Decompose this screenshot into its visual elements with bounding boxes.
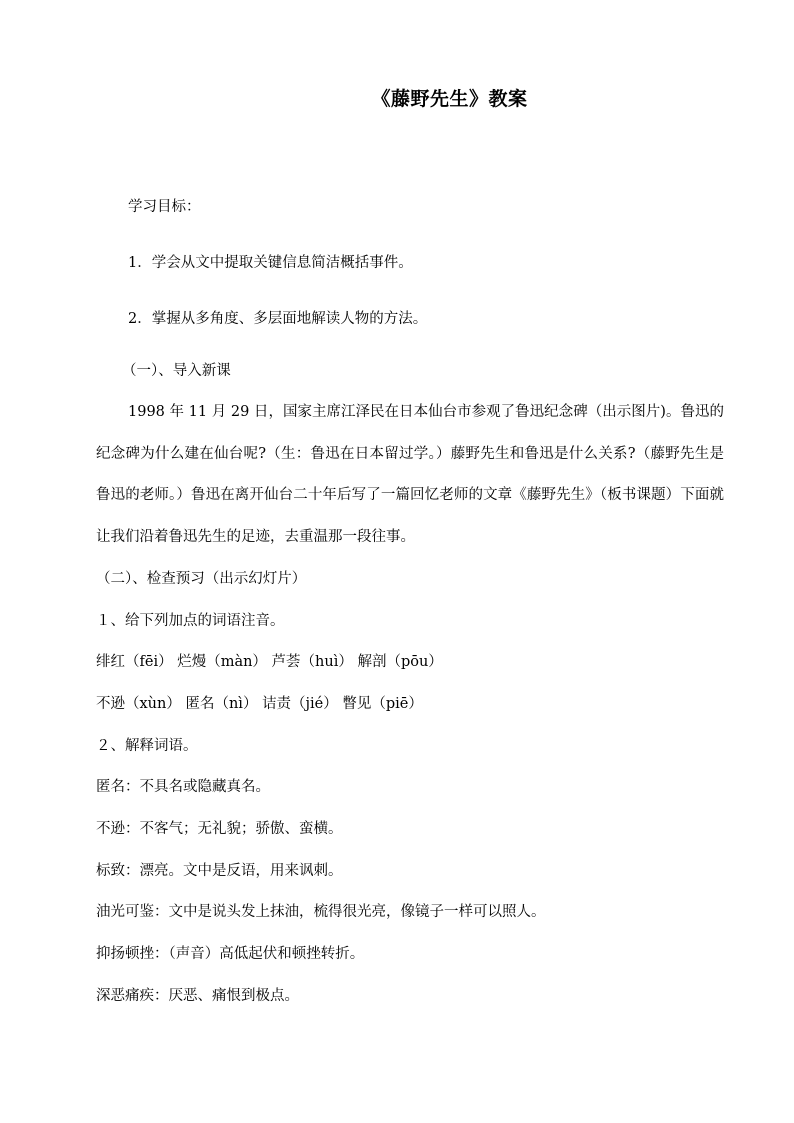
definition-item: 油光可鉴：文中是说头发上抹油，梳得很光亮，像镜子一样可以照人。 (96, 904, 546, 920)
pinyin-row-1: 绯红（fēi） 烂熳（màn） 芦荟（huì） 解剖（pōu） (96, 654, 443, 670)
intro-paragraph: 1998 年 11 月 29 日，国家主席江泽民在日本仙台市参观了鲁迅纪念碑（出示图片)。鲁迅的纪念碑为什么建在仙台呢?（生：鲁迅在日本留过学。）藤野先生和鲁迅是什么关系?（藤野先生是鲁迅的老师。）鲁迅在离开仙台二十年后写了一篇回忆老师的文章《藤野先生》（板书课题）下面就让我们沿着鲁迅先生的足迹，去重温那一段往事。 (96, 404, 724, 545)
objective-item-2: 2．掌握从多角度、多层面地解读人物的方法。 (128, 311, 428, 327)
pinyin-row-2: 不逊（xùn） 匿名（nì） 诘责（jié） 瞥见（piē） (96, 696, 423, 712)
definition-item: 抑扬顿挫：（声音）高低起伏和顿挫转折。 (96, 946, 365, 962)
task-item-2: ２、解释词语。 (96, 738, 198, 754)
objective-item-1: 1．学会从文中提取关键信息简洁概括事件。 (128, 255, 413, 271)
definition-item: 匿名：不具名或隐藏真名。 (96, 779, 270, 795)
section-heading-intro: （一）、导入新课 (122, 363, 231, 379)
definition-item: 不逊：不客气；无礼貌；骄傲、蛮横。 (96, 821, 343, 837)
page-title: 《藤野先生》教案 (371, 88, 528, 110)
section-heading-preview: （二）、检查预习（出示幻灯片） (96, 571, 307, 587)
definition-item: 标致：漂亮。文中是反语，用来讽刺。 (96, 863, 343, 879)
definition-item: 深恶痛疾：厌恶、痛恨到极点。 (96, 988, 299, 1004)
task-item-1: １、给下列加点的词语注音。 (96, 613, 285, 629)
objectives-heading: 学习目标： (128, 199, 201, 215)
